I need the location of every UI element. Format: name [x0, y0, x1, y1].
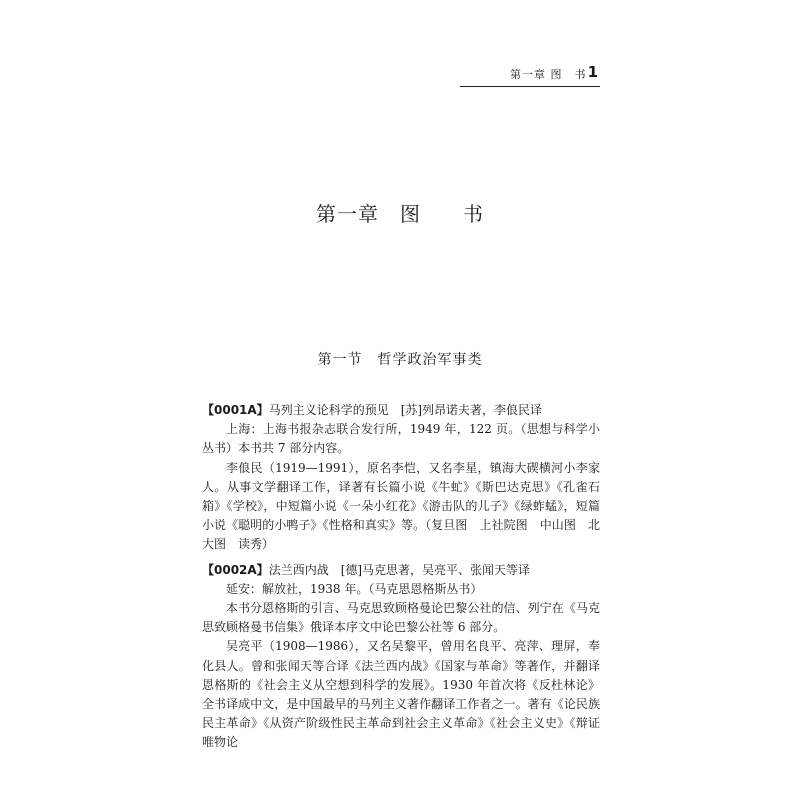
- entry-paragraph: 延安：解放社，1938 年。（马克思恩格斯丛书）: [226, 581, 483, 596]
- entry-id: 【0002A】: [202, 562, 269, 577]
- entry-title: 法兰西内战 [德]马克思著，吴亮平、张闻天等译: [268, 562, 531, 577]
- entry-paragraph: 吴亮平（1908—1986），又名吴黎平，曾用名良平、亮萍、理屏，奉化县人。曾和张闻天等合译《法兰西内战》《国家与革命》等著作，并翻译恩格斯的《社会主义从空想到科学的发展》。1930 年首次将《反杜林论》全书译成中文，是中国最早的马列主义著作翻译工作者之一。著有《论民族民主革命》《从资产阶级性民主革命到社会主义革命》《社会主义史》《辩证唯物论: [202, 639, 600, 750]
- entry-heading: [202, 561, 600, 580]
- chapter-title: 第一章 图 书: [316, 202, 484, 226]
- entry-paragraph: 上海：上海书报杂志联合发行所，1949 年，122 页。（思想与科学小丛书）本书共 7 部分内容。: [202, 422, 600, 456]
- running-head: [460, 64, 600, 87]
- entry-paragraph: 本书分恩格斯的引言、马克思致顾格曼论巴黎公社的信、列宁在《马克思致顾格曼书信集》俄译本序文中论巴黎公社等 6 部分。: [202, 601, 600, 635]
- entry-paragraph: 李俍民（1919—1991），原名李恺，又名李星，镇海大碶横河小李家人。从事文学翻译工作，译著有长篇小说《牛虻》《斯巴达克思》《孔雀石箱》《学校》，中短篇小说《一朵小红花》《游击队的儿子》《绿蚱蜢》，短篇小说《聪明的小鸭子》《性格和真实》等。（复旦图 上社院图 中山图 北大图 读秀）: [202, 460, 600, 552]
- entry-title: 马列主义论科学的预见 [苏]列昂诺夫著，李俍民译: [268, 403, 543, 417]
- running-head-title: 第一章 图 书: [510, 68, 587, 81]
- page-number: 1: [587, 63, 598, 81]
- entry-id: 【0001A】: [202, 403, 269, 417]
- entry: [202, 401, 600, 555]
- entry-heading: [202, 401, 600, 420]
- body-text: [202, 401, 600, 759]
- entry: [202, 561, 600, 753]
- section-title: 第一节 哲学政治军事类: [317, 352, 483, 368]
